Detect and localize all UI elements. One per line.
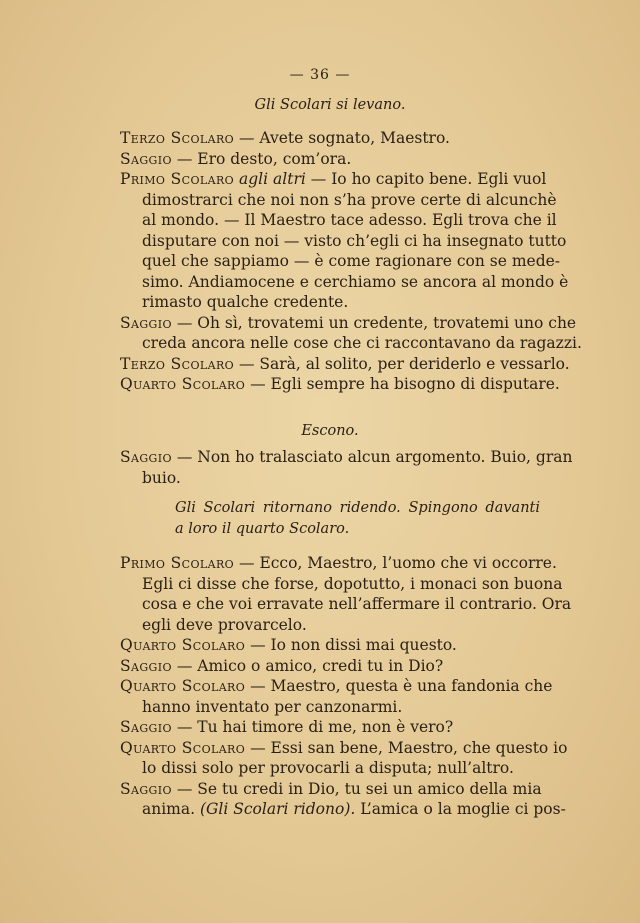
dialogue-text: Amico o amico, credi tu in Dio? — [197, 656, 444, 675]
dialogue-text: Se tu credi in Dio, tu sei un amico della mia — [197, 779, 542, 798]
dialogue-first-line — [120, 717, 540, 738]
speaker-dash: — — [245, 738, 271, 757]
speaker-name: Saggio — [120, 656, 172, 675]
dialogue-entry — [120, 779, 566, 820]
dialogue-first-line — [120, 779, 540, 800]
dialogue-text: anima. — [142, 800, 196, 818]
speaker-dash: — — [245, 375, 271, 393]
dialogue-first-line — [120, 354, 570, 375]
dialogue-entry — [120, 354, 570, 375]
speaker-name: Quarto Scolaro — [120, 375, 246, 393]
dialogue-first-line — [120, 149, 540, 170]
stage-direction-inline: (Gli Scolari ridono). — [199, 800, 356, 818]
dialogue-text: egli deve provarcelo. — [142, 615, 307, 634]
dialogue-first-line — [120, 128, 540, 149]
dialogue-entry — [120, 169, 569, 313]
dialogue-entry — [120, 374, 560, 395]
dialogue-first-line — [120, 169, 547, 190]
dialogue-text: Ecco, Maestro, l’uomo che vi occorre. — [259, 554, 557, 572]
dialogue-text: creda ancora nelle cose che ci raccontavano da ragazzi. — [142, 334, 582, 352]
speaker-name: Quarto Scolaro — [120, 738, 246, 757]
stage-direction-exit: Escono. — [301, 423, 359, 439]
speaker-dash: — — [234, 554, 260, 572]
page-number: — 36 — — [289, 67, 351, 83]
dialogue-text: Egli sempre ha bisogno di disputare. — [270, 375, 560, 393]
dialogue-text: lo dissi solo per provocarli a disputa; null’altro. — [142, 759, 514, 777]
dialogue-line — [120, 272, 569, 293]
dialogue-text: Io ho capito bene. Egli vuol — [331, 170, 547, 188]
speaker-name: Primo Scolaro — [120, 170, 235, 188]
speaker-dash: — — [171, 718, 198, 736]
dialogue-text: Maestro, questa è una fandonia che — [270, 677, 553, 695]
speaker-name: Quarto Scolaro — [120, 677, 246, 695]
dialogue-entry — [120, 656, 540, 677]
speaker-dash: — — [171, 779, 198, 798]
dialogue-entry — [120, 149, 540, 170]
dialogue-text: L’amica o la moglie ci pos- — [355, 800, 566, 818]
dialogue-text: Ero desto, com’ora. — [197, 149, 352, 168]
speaker-dash: — — [171, 656, 198, 675]
dialogue-text: al mondo. — Il Maestro tace adesso. Egli trova che il — [142, 211, 557, 229]
dialogue-text: disputare con noi — visto ch’egli ci ha insegnato tutto — [142, 231, 567, 250]
dialogue-first-line — [120, 635, 540, 656]
speaker-dash: — — [245, 636, 271, 654]
dialogue-line — [120, 758, 540, 779]
dialogue-line — [120, 697, 540, 718]
dialogue-entry — [120, 676, 553, 717]
speaker-name: Saggio — [120, 448, 172, 466]
speaker-name: Terzo Scolaro — [120, 129, 235, 147]
speaker-dash: — — [171, 149, 198, 168]
speaker-name: Saggio — [120, 779, 172, 798]
dialogue-text: rimasto qualche credente. — [142, 293, 349, 311]
dialogue-block-1 — [120, 128, 582, 395]
dialogue-entry — [120, 553, 572, 635]
dialogue-entry — [120, 635, 540, 656]
dialogue-first-line — [120, 676, 553, 697]
dialogue-block-2 — [120, 447, 573, 488]
stage-direction-scholars-rise: Gli Scolari si levano. — [254, 97, 406, 113]
dialogue-line — [120, 615, 540, 636]
dialogue-first-line — [120, 738, 568, 759]
dialogue-entry — [120, 717, 540, 738]
dialogue-text: Essi san bene, Maestro, che questo io — [270, 738, 568, 757]
dialogue-entry — [120, 738, 568, 779]
speaker-name: Primo Scolaro — [120, 554, 235, 572]
dialogue-line — [120, 594, 572, 615]
dialogue-text: Oh sì, trovatemi un credente, trovatemi uno che — [197, 313, 577, 332]
dialogue-text: Io non dissi mai questo. — [270, 636, 457, 654]
speaker-dash: — — [171, 313, 198, 332]
speaker-dash: — — [234, 354, 260, 373]
stage-direction-line: Gli Scolari ritornano ridendo. Spingono davanti — [175, 500, 540, 516]
dialogue-first-line — [120, 553, 557, 574]
dialogue-text: buio. — [142, 468, 181, 487]
dialogue-line — [120, 574, 563, 595]
dialogue-block-3 — [120, 553, 572, 820]
dialogue-first-line — [120, 374, 560, 395]
speaker-name: Saggio — [120, 149, 172, 168]
dialogue-entry — [120, 447, 573, 488]
stage-direction-inline: agli altri — [239, 170, 306, 188]
dialogue-text: Non ho tralasciato alcun argomento. Buio, gran — [197, 448, 573, 466]
speaker-name: Terzo Scolaro — [120, 354, 235, 373]
speaker-name: Saggio — [120, 313, 172, 332]
dialogue-line — [120, 799, 566, 820]
dialogue-text: cosa e che voi erravate nell’affermare il contrario. Ora — [142, 595, 572, 613]
dialogue-text: Tu hai timore di me, non è vero? — [197, 718, 454, 736]
speaker-name: Quarto Scolaro — [120, 636, 246, 654]
dialogue-line — [120, 231, 567, 252]
dialogue-text: simo. Andiamocene e cerchiamo se ancora al mondo è — [142, 272, 569, 291]
dialogue-entry — [120, 313, 582, 354]
dialogue-first-line — [120, 447, 573, 468]
dialogue-text: Sarà, al solito, per deriderlo e vessarlo. — [259, 354, 570, 373]
dialogue-line — [120, 468, 540, 489]
stage-direction-line: a loro il quarto Scolaro. — [175, 521, 350, 537]
dialogue-text: dimostrarci che noi non s’ha prove certe di alcunchè — [142, 190, 557, 209]
dialogue-text: hanno inventato per canzonarmi. — [142, 697, 403, 716]
dialogue-line — [120, 333, 582, 354]
speaker-dash: — — [305, 170, 332, 188]
dialogue-line — [120, 292, 540, 313]
speaker-dash: — — [245, 677, 271, 695]
dialogue-text: quel che sappiamo — è come ragionare con se mede- — [142, 252, 561, 270]
speaker-name: Saggio — [120, 718, 172, 736]
dialogue-first-line — [120, 656, 540, 677]
dialogue-line — [120, 251, 561, 272]
speaker-dash: — — [234, 129, 260, 147]
dialogue-text: Egli ci disse che forse, dopotutto, i monaci son buona — [142, 574, 563, 593]
dialogue-line — [120, 190, 557, 211]
speaker-dash: — — [171, 448, 198, 466]
dialogue-first-line — [120, 313, 577, 334]
stage-direction-scholars-return — [175, 498, 540, 540]
dialogue-text: Avete sognato, Maestro. — [259, 129, 450, 147]
dialogue-line — [120, 210, 557, 231]
dialogue-entry — [120, 128, 540, 149]
